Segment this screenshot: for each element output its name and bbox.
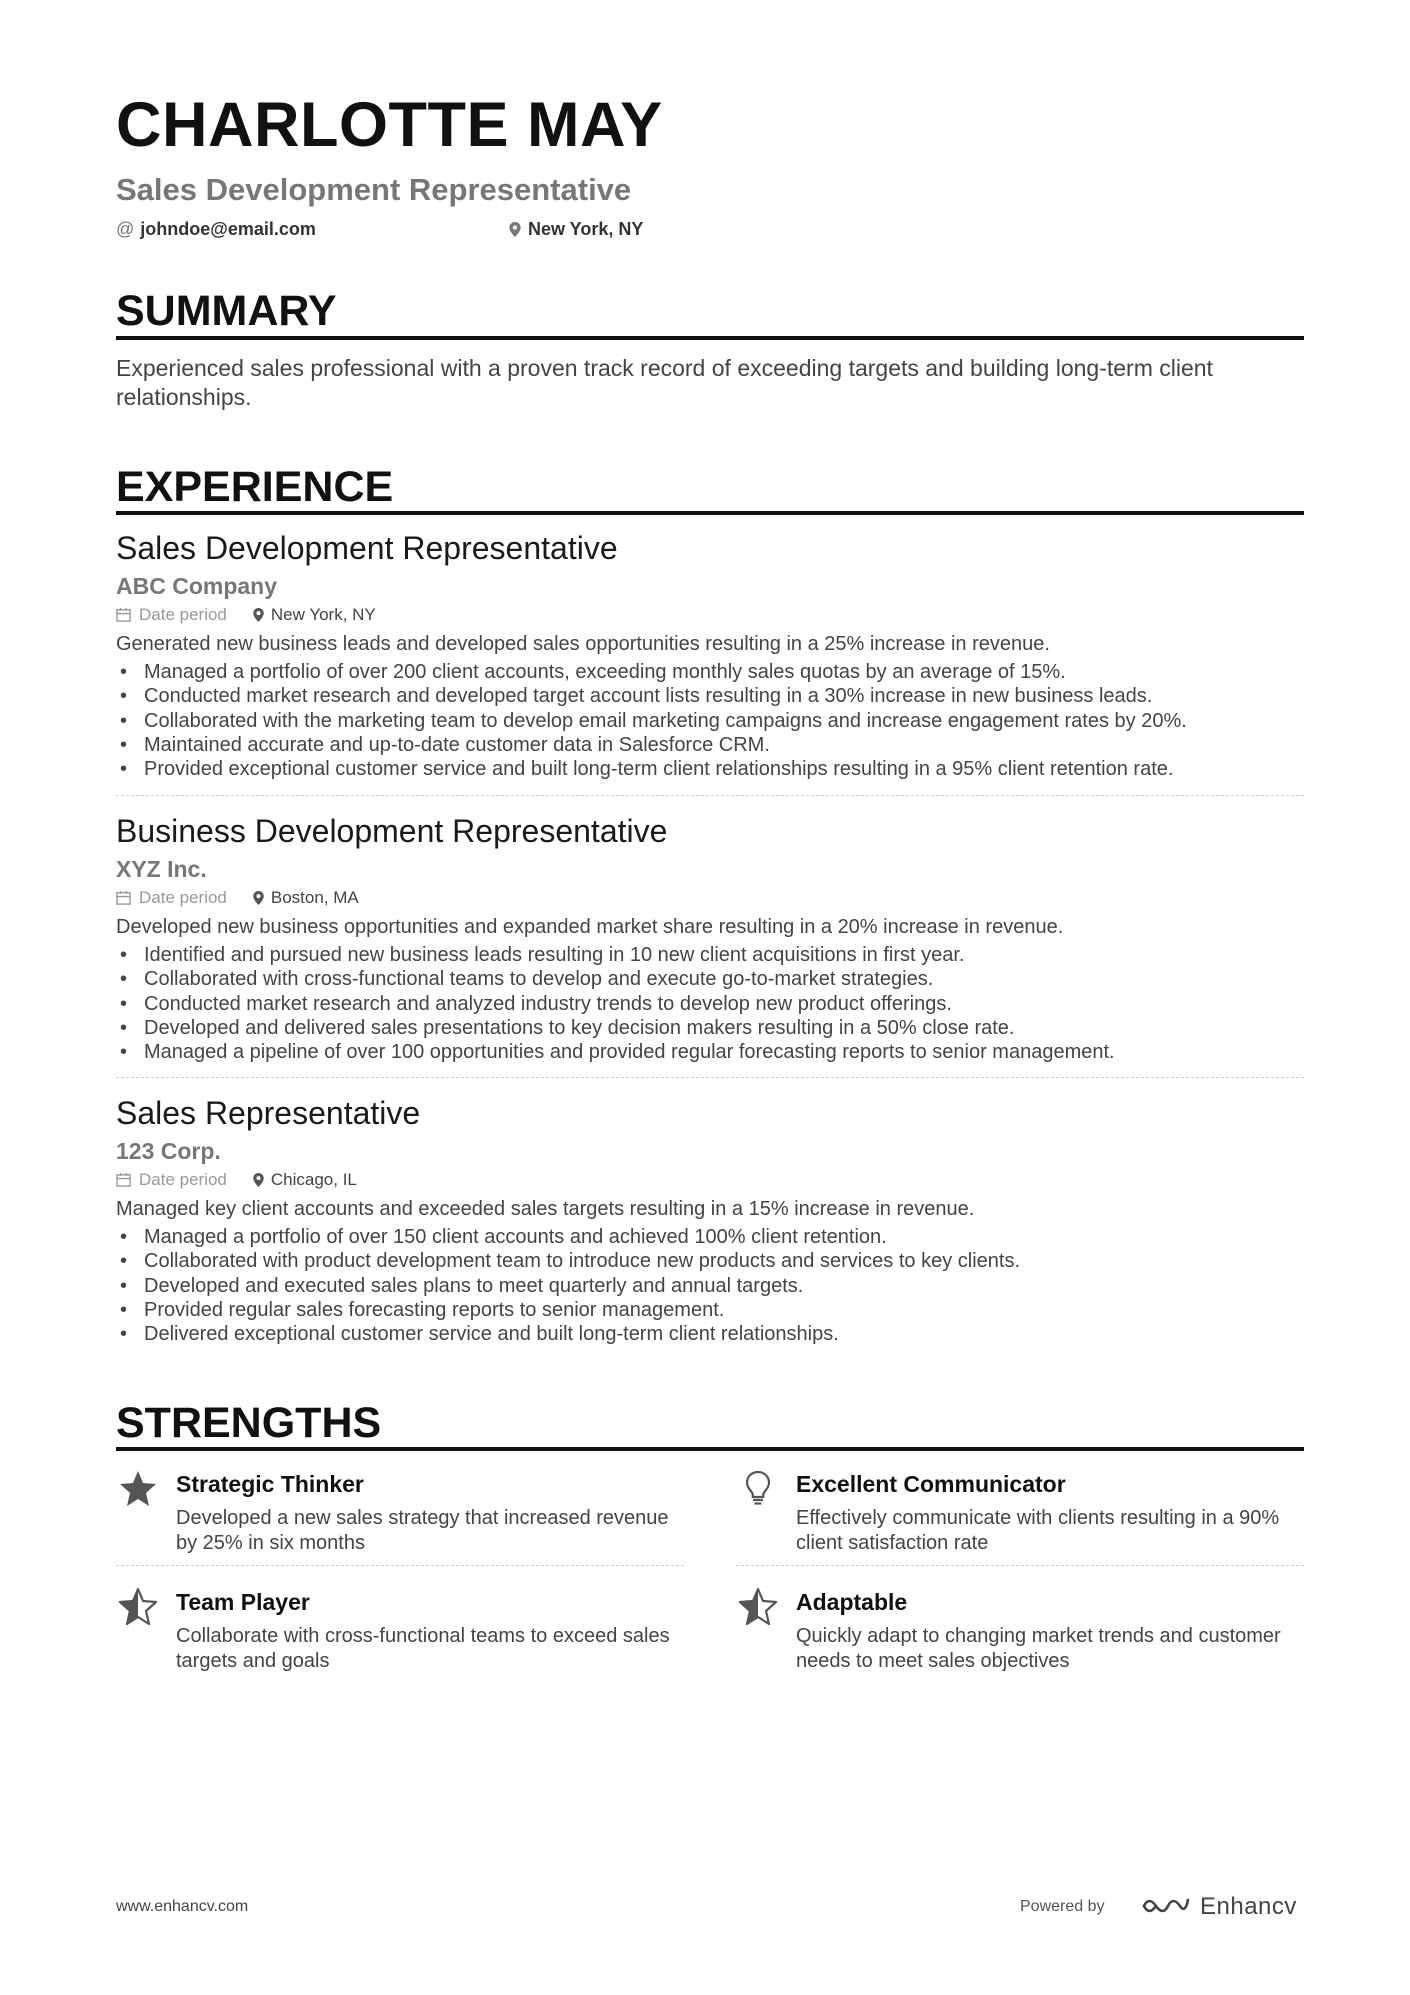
job-description: Managed key client accounts and exceeded sales targets resulting in a 15% increase in revenue.: [116, 1198, 975, 1220]
experience-divider: [116, 511, 1304, 515]
strength-title: Adaptable: [796, 1589, 908, 1615]
company-name: XYZ Inc.: [116, 856, 207, 882]
job-description: Developed new business opportunities and expanded market share resulting in a 20% increase in revenue.: [116, 916, 1064, 938]
job-title: Sales Development Representative: [116, 530, 618, 566]
list-item: • Collaborated with cross-functional teams to develop and execute go-to-market strategies.: [116, 967, 1304, 991]
map-pin-icon: [509, 222, 521, 237]
job-meta: [116, 602, 1304, 628]
contact-email[interactable]: [116, 219, 316, 240]
job-bullets: [116, 1225, 1304, 1346]
experience-heading: EXPERIENCE: [116, 463, 394, 511]
strength-divider: [736, 1565, 1304, 1566]
location-text: New York, NY: [528, 219, 644, 239]
summary-divider: [116, 336, 1304, 340]
job-title: Business Development Representative: [116, 813, 668, 849]
strength-divider: [116, 1565, 684, 1566]
list-item: • Managed a pipeline of over 100 opportunities and provided regular forecasting reports to senior management.: [116, 1040, 1304, 1064]
job-description: Generated new business leads and developed sales opportunities resulting in a 25% increase in revenue.: [116, 633, 1050, 655]
job-location: Chicago, IL: [270, 1170, 357, 1189]
date-period: Date period: [139, 605, 227, 624]
half-star-icon: [738, 1586, 778, 1626]
strength-title: Strategic Thinker: [176, 1471, 364, 1497]
map-pin-icon: [253, 608, 264, 622]
list-item: • Provided regular sales forecasting reports to senior management.: [116, 1298, 1304, 1322]
summary-text: Experienced sales professional with a proven track record of exceeding targets and building long-term client relationships.: [116, 355, 1213, 410]
entry-divider: [116, 795, 1304, 796]
experience-entry: [116, 815, 1304, 1064]
strength-description: Collaborate with cross-functional teams to exceed sales targets and goals: [176, 1625, 670, 1672]
list-item: • Conducted market research and developed target account lists resulting in a 30% increase in new business leads.: [116, 684, 1304, 708]
calendar-icon: [116, 890, 131, 905]
job-title: Sales Representative: [116, 1095, 421, 1131]
job-bullets: [116, 943, 1304, 1064]
summary-heading: SUMMARY: [116, 287, 337, 335]
footer-website[interactable]: www.enhancv.com: [116, 1898, 249, 1915]
star-icon: [118, 1468, 158, 1508]
list-item: • Provided exceptional customer service and built long-term client relationships resulting in a 95% client retention rate.: [116, 757, 1304, 781]
list-item: • Developed and delivered sales presentations to key decision makers resulting in a 50% close rate.: [116, 1016, 1304, 1040]
calendar-icon: [116, 607, 131, 622]
strength-description: Effectively communicate with clients resulting in a 90% client satisfaction rate: [796, 1507, 1280, 1554]
strengths-divider: [116, 1447, 1304, 1451]
contact-location: [509, 219, 643, 240]
email-text: johndoe@email.com: [140, 219, 316, 239]
strength-description: Developed a new sales strategy that increased revenue by 25% in six months: [176, 1507, 669, 1554]
candidate-role: Sales Development Representative: [116, 172, 632, 207]
list-item: • Collaborated with the marketing team to develop email marketing campaigns and increase engagement rates by 20%.: [116, 709, 1304, 733]
map-pin-icon: [253, 891, 264, 905]
half-star-icon: [118, 1586, 158, 1626]
job-location: Boston, MA: [270, 888, 359, 907]
job-bullets: [116, 660, 1304, 781]
enhancv-logo-icon: [1140, 1892, 1192, 1920]
job-location: New York, NY: [270, 605, 376, 624]
map-pin-icon: [253, 1173, 264, 1187]
date-period: Date period: [139, 888, 227, 907]
entry-divider: [116, 1077, 1304, 1078]
experience-entry: [116, 532, 1304, 781]
strength-description: Quickly adapt to changing market trends and customer needs to meet sales objectives: [796, 1625, 1281, 1672]
strength-title: Excellent Communicator: [796, 1471, 1066, 1497]
strengths-heading: STRENGTHS: [116, 1399, 382, 1447]
list-item: • Maintained accurate and up-to-date customer data in Salesforce CRM.: [116, 733, 1304, 757]
job-meta: [116, 885, 1304, 911]
experience-entry: [116, 1097, 1304, 1346]
strength-title: Team Player: [176, 1589, 310, 1615]
date-period: Date period: [139, 1170, 227, 1189]
list-item: • Collaborated with product development team to introduce new products and services to key clients.: [116, 1249, 1304, 1273]
calendar-icon: [116, 1172, 131, 1187]
list-item: • Managed a portfolio of over 200 client accounts, exceeding monthly sales quotas by an average of 15%.: [116, 660, 1304, 684]
brand-name: Enhancv: [1200, 1893, 1297, 1920]
company-name: 123 Corp.: [116, 1138, 221, 1164]
lightbulb-icon: [738, 1468, 778, 1508]
powered-by-label: Powered by: [1020, 1898, 1105, 1915]
list-item: • Identified and pursued new business leads resulting in 10 new client acquisitions in first year.: [116, 943, 1304, 967]
list-item: • Managed a portfolio of over 150 client accounts and achieved 100% client retention.: [116, 1225, 1304, 1249]
list-item: • Delivered exceptional customer service and built long-term client relationships.: [116, 1322, 1304, 1346]
candidate-name: CHARLOTTE MAY: [116, 90, 663, 160]
job-meta: [116, 1167, 1304, 1193]
company-name: ABC Company: [116, 573, 278, 599]
list-item: • Conducted market research and analyzed industry trends to develop new product offerings.: [116, 992, 1304, 1016]
at-icon: @: [116, 219, 135, 239]
list-item: • Developed and executed sales plans to meet quarterly and annual targets.: [116, 1274, 1304, 1298]
